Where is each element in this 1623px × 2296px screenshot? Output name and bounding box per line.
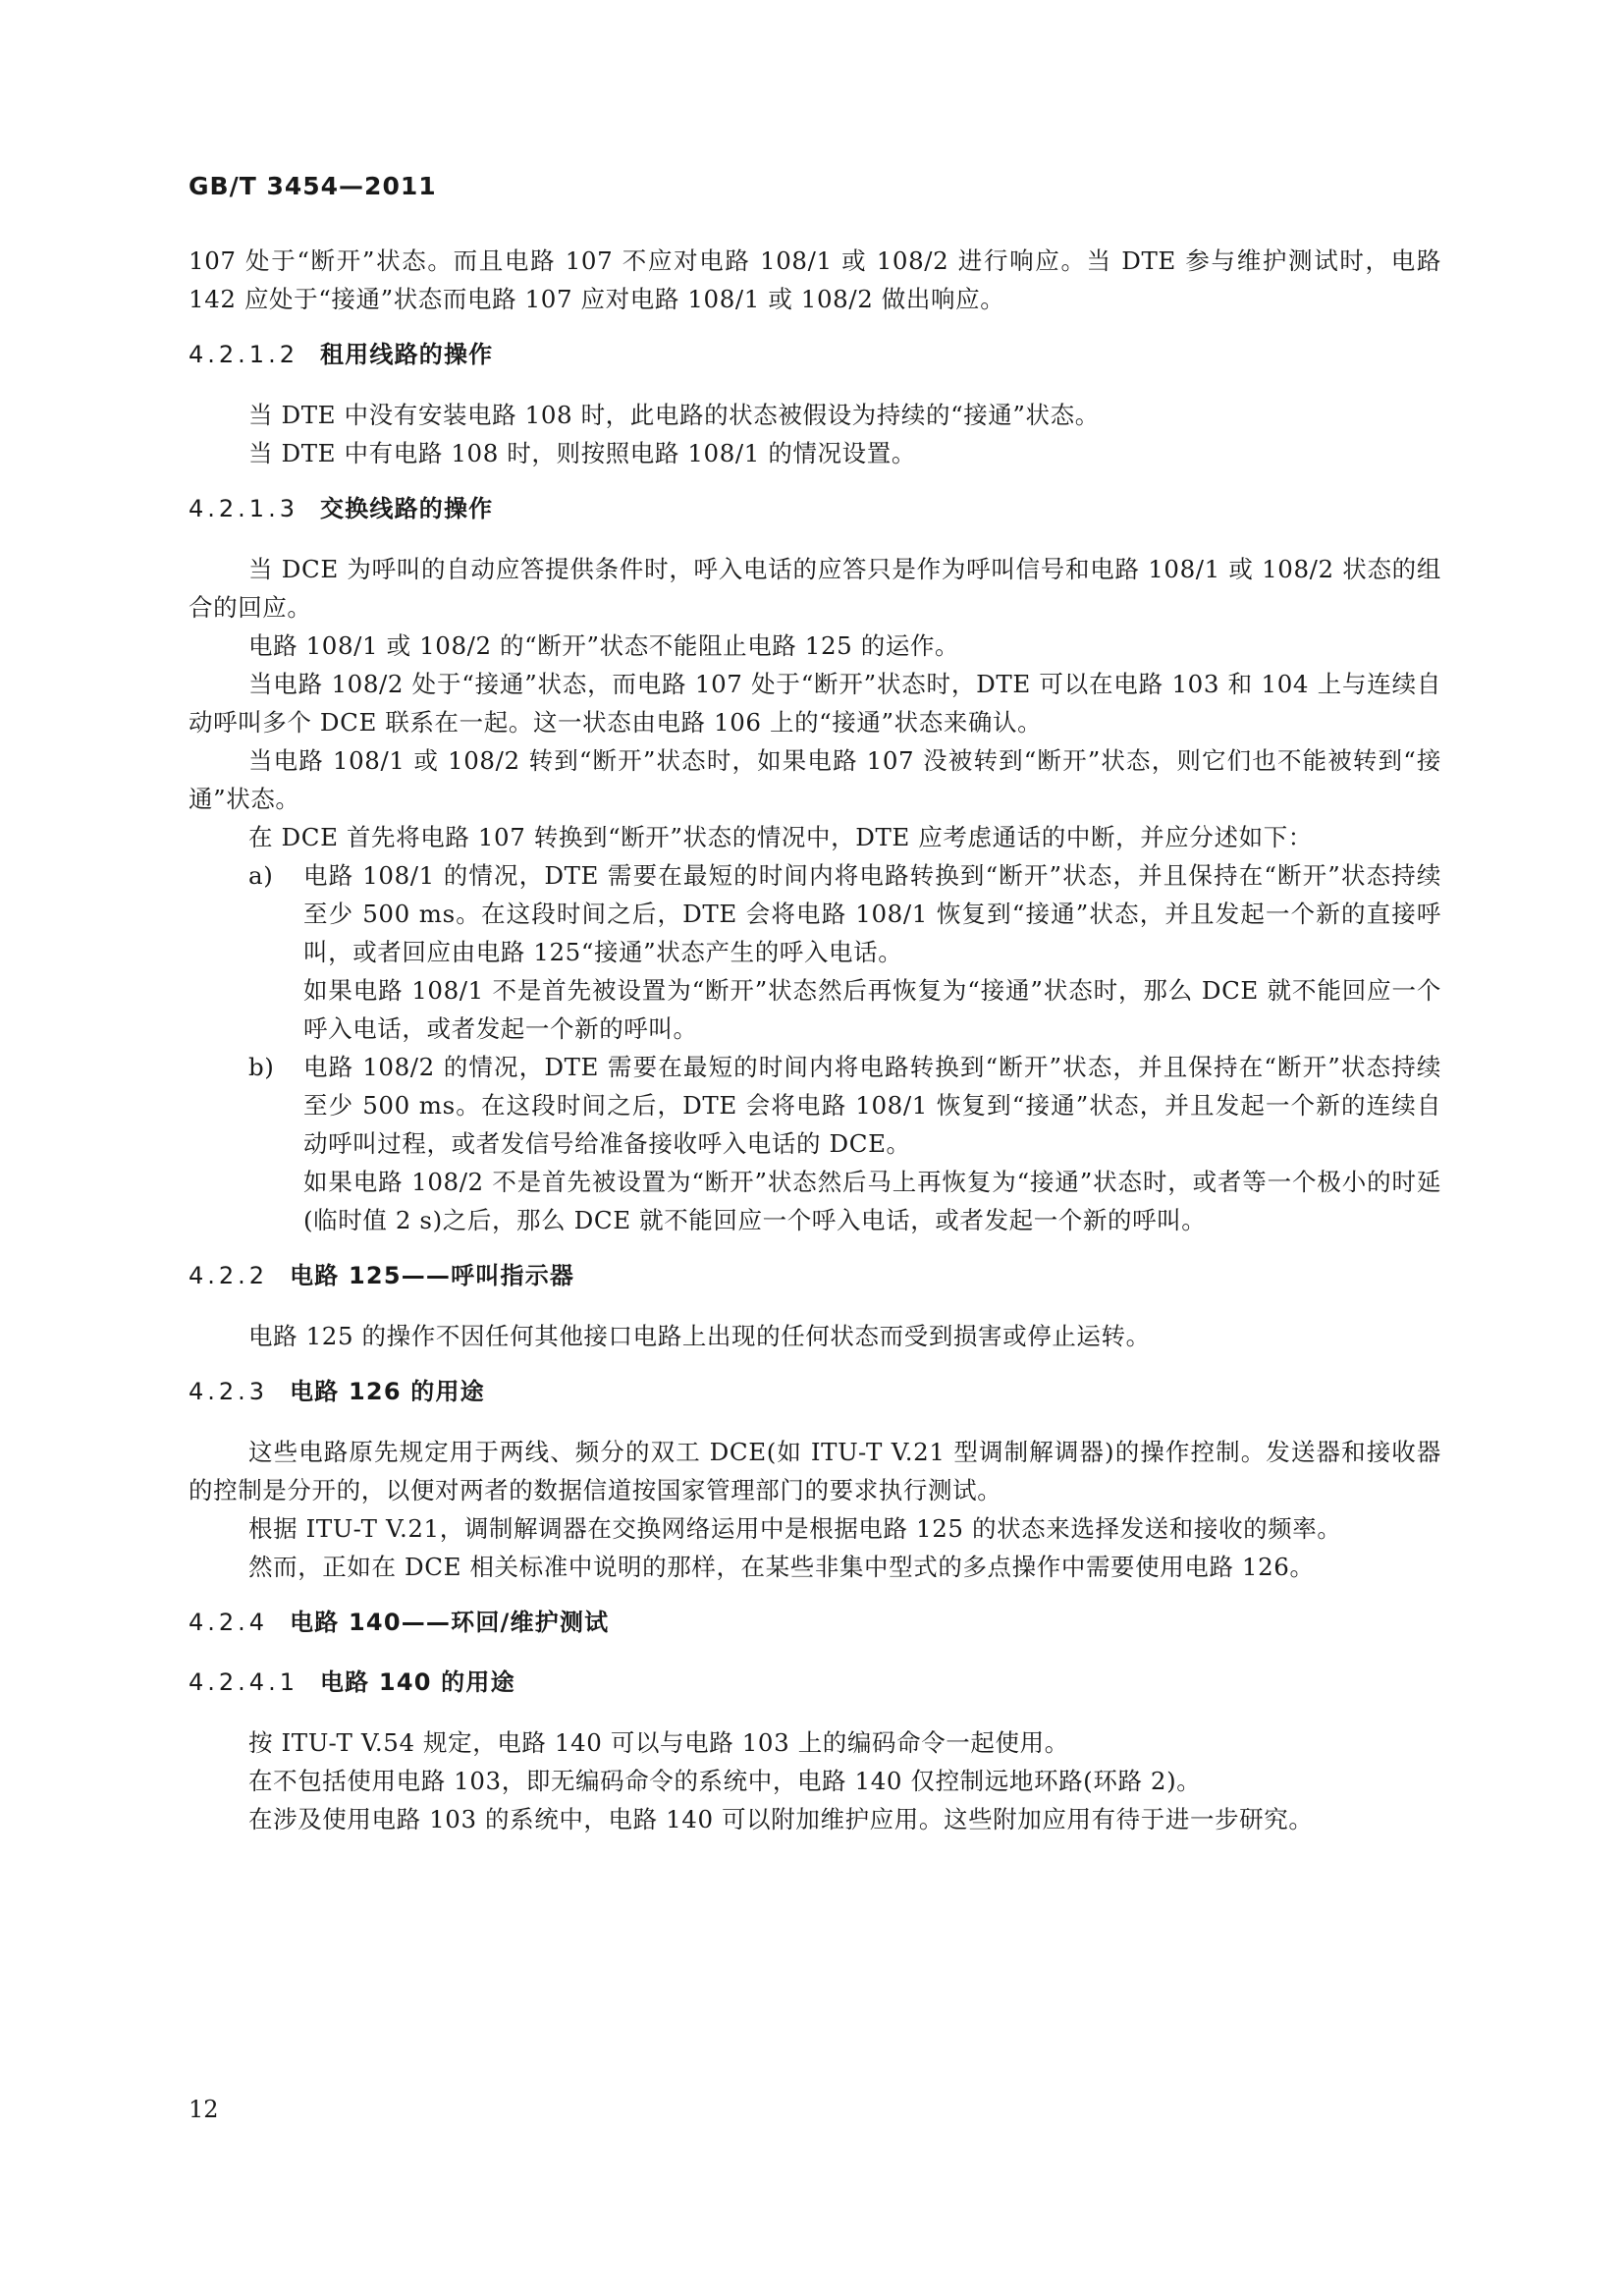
section-heading-4-2-1-2 (189, 336, 1441, 374)
document-body (189, 242, 1441, 1838)
paragraph: 当 DTE 中有电路 108 时，则按照电路 108/1 的情况设置。 (248, 439, 916, 467)
paragraph: 这些电路原先规定用于两线、频分的双工 DCE(如 ITU-T V.21 型调制解调器)的操作控制。发送器和接收器的控制是分开的，以便对两者的数据信道按国家管理部门的要求执行测试。 (189, 1438, 1441, 1504)
paragraph: 当 DCE 为呼叫的自动应答提供条件时，呼入电话的应答只是作为呼叫信号和电路 108/1 或 108/2 状态的组合的回应。 (189, 555, 1441, 622)
list-item-subparagraph: 如果电路 108/1 不是首先被设置为“断开”状态然后再恢复为“接通”状态时，那么 DCE 就不能回应一个呼入电话，或者发起一个新的呼叫。 (303, 976, 1441, 1043)
section-title: 电路 140 的用途 (319, 1668, 515, 1696)
section-number: 4.2.1.3 (189, 495, 298, 522)
list-marker: a) (248, 861, 274, 890)
paragraph: 在不包括使用电路 103，即无编码命令的系统中，电路 140 仅控制远地环路(环路 2)。 (248, 1767, 1202, 1795)
list-marker: b) (248, 1053, 275, 1081)
section-number: 4.2.4 (189, 1609, 269, 1636)
section-title: 电路 125——呼叫指示器 (290, 1262, 575, 1289)
paragraph: 电路 108/1 或 108/2 的“断开”状态不能阻止电路 125 的运作。 (248, 631, 960, 660)
section-number: 4.2.2 (189, 1262, 269, 1289)
paragraph: 在涉及使用电路 103 的系统中，电路 140 可以附加维护应用。这些附加应用有待于进一步研究。 (248, 1805, 1314, 1833)
paragraph: 电路 125 的操作不因任何其他接口电路上出现的任何状态而受到损害或停止运转。 (248, 1322, 1151, 1350)
page-number: 12 (189, 2096, 219, 2123)
section-number: 4.2.4.1 (189, 1668, 298, 1696)
section-title: 电路 140——环回/维护测试 (290, 1609, 610, 1636)
paragraph: 按 ITU-T V.54 规定，电路 140 可以与电路 103 上的编码命令一起使用。 (248, 1728, 1069, 1757)
list-item-subparagraph: 如果电路 108/2 不是首先被设置为“断开”状态然后马上再恢复为“接通”状态时，或者等一个极小的时延(临时值 2 s)之后，那么 DCE 就不能回应一个呼入电话，或者发起一个新的呼叫。 (303, 1168, 1441, 1234)
section-heading-4-2-4 (189, 1604, 1441, 1642)
section-heading-4-2-3 (189, 1373, 1441, 1411)
list-item-b (189, 1048, 1441, 1163)
section-heading-4-2-1-3 (189, 490, 1441, 528)
paragraph: 107 处于“断开”状态。而且电路 107 不应对电路 108/1 或 108/2 进行响应。当 DTE 参与维护测试时，电路 142 应处于“接通”状态而电路 107 应对电路 108/1 或 108/2 做出响应。 (189, 246, 1441, 313)
paragraph: 当 DTE 中没有安装电路 108 时，此电路的状态被假设为持续的“接通”状态。 (248, 401, 1100, 429)
standard-code-header: GB/T 3454—2011 (189, 172, 437, 200)
section-title: 租用线路的操作 (319, 341, 494, 368)
section-number: 4.2.3 (189, 1378, 269, 1405)
paragraph: 然而，正如在 DCE 相关标准中说明的那样，在某些非集中型式的多点操作中需要使用电路 126。 (248, 1553, 1315, 1581)
section-title: 交换线路的操作 (319, 495, 494, 522)
section-number: 4.2.1.2 (189, 341, 298, 368)
list-item-text: 电路 108/2 的情况，DTE 需要在最短的时间内将电路转换到“断开”状态，并且保持在“断开”状态持续至少 500 ms。在这段时间之后，DTE 会将电路 108/1 恢复到“接通”状态，并且发起一个新的连续自动呼叫过程，或者发信号给准备接收呼入电话的 DCE。 (303, 1053, 1441, 1158)
section-title: 电路 126 的用途 (290, 1378, 485, 1405)
paragraph: 根据 ITU-T V.21，调制解调器在交换网络运用中是根据电路 125 的状态来选择发送和接收的频率。 (248, 1514, 1342, 1543)
paragraph: 当电路 108/1 或 108/2 转到“断开”状态时，如果电路 107 没被转到“断开”状态，则它们也不能被转到“接通”状态。 (189, 746, 1441, 813)
list-item-text: 电路 108/1 的情况，DTE 需要在最短的时间内将电路转换到“断开”状态，并且保持在“断开”状态持续至少 500 ms。在这段时间之后，DTE 会将电路 108/1 恢复到“接通”状态，并且发起一个新的直接呼叫，或者回应由电路 125“接通”状态产生的呼入电话。 (303, 861, 1441, 966)
section-heading-4-2-2 (189, 1257, 1441, 1295)
section-heading-4-2-4-1 (189, 1664, 1441, 1702)
list-item-a (189, 856, 1441, 971)
paragraph: 在 DCE 首先将电路 107 转换到“断开”状态的情况中，DTE 应考虑通话的中断，并应分述如下： (248, 823, 1313, 851)
paragraph: 当电路 108/2 处于“接通”状态，而电路 107 处于“断开”状态时，DTE 可以在电路 103 和 104 上与连续自动呼叫多个 DCE 联系在一起。这一状态由电路 106 上的“接通”状态来确认。 (189, 670, 1441, 737)
